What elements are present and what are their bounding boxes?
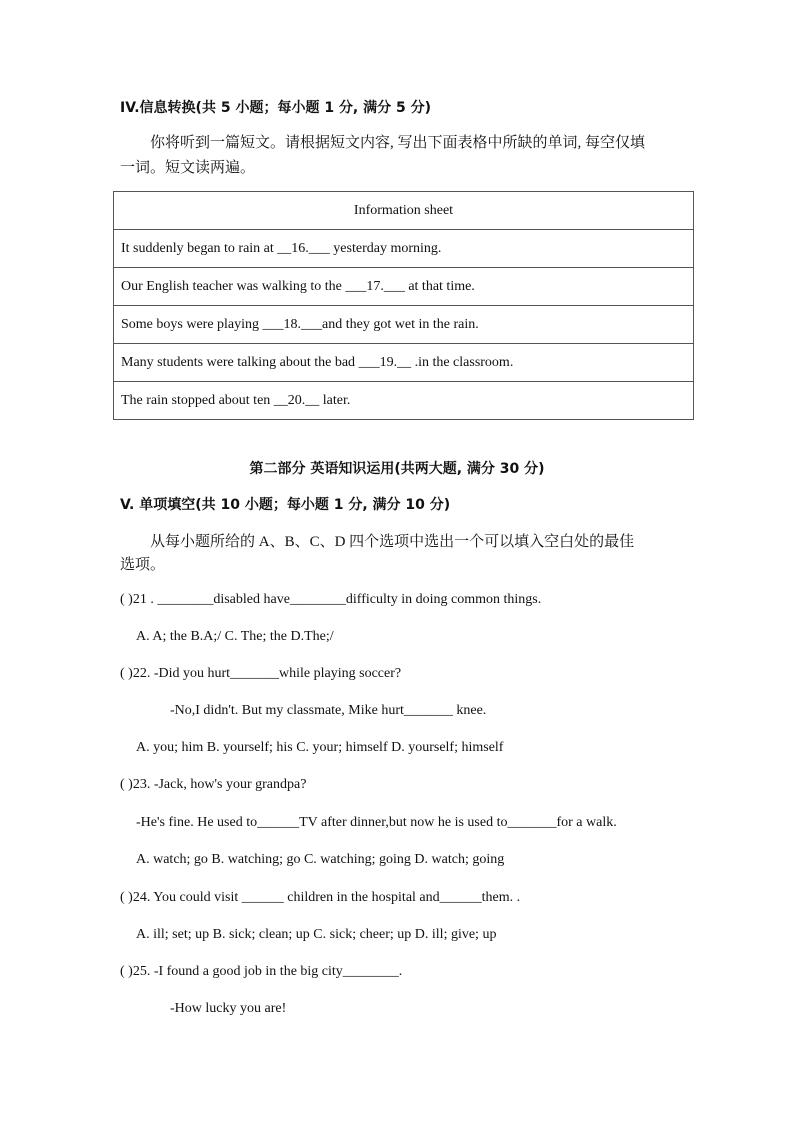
question-24-stem: ( )24. You could visit ______ children in the hospital and______them. .	[120, 890, 521, 905]
answer-blank-18[interactable]: ___18.___	[262, 316, 323, 332]
table-row	[114, 382, 694, 420]
question-24-options: A. ill; set; up B. sick; clean; up C. sick; cheer; up D. ill; give; up	[136, 927, 497, 942]
table-row	[114, 344, 694, 382]
table-row	[114, 306, 694, 344]
table-header-row	[114, 192, 694, 230]
question-22-options: A. you; him B. yourself; his C. your; himself D. yourself; himself	[136, 740, 504, 755]
row-text: yesterday morning.	[329, 240, 442, 256]
table-header: Information sheet	[114, 192, 694, 230]
question-23-reply: -He's fine. He used to______TV after dinner,but now he is used to_______for a walk.	[136, 815, 617, 830]
answer-blank-20[interactable]: __20.__	[273, 392, 320, 408]
row-text: It suddenly began to rain at	[121, 240, 278, 256]
question-23-stem: ( )23. -Jack, how's your grandpa?	[120, 777, 307, 792]
row-text: at that time.	[404, 278, 475, 294]
row-text: .in the classroom.	[411, 354, 514, 370]
question-25-reply: -How lucky you are!	[170, 1001, 287, 1016]
row-text: Our English teacher was walking to the	[121, 278, 346, 294]
row-text: The rain stopped about ten	[121, 392, 274, 408]
section-4-instruction-line2: 一词。短文读两遍。	[120, 160, 256, 176]
part-2-title: 第二部分 英语知识运用(共两大题, 满分 30 分)	[249, 461, 545, 477]
question-25-stem: ( )25. -I found a good job in the big city________.	[120, 964, 403, 979]
section-5-instruction-line2: 选项。	[120, 557, 166, 573]
information-sheet-table	[113, 191, 694, 420]
row-text: later.	[319, 392, 351, 408]
question-23-options: A. watch; go B. watching; go C. watching; going D. watch; going	[136, 852, 505, 867]
question-21-options: A. A; the B.A;/ C. The; the D.The;/	[136, 629, 334, 644]
question-22-reply: -No,I didn't. But my classmate, Mike hurt_______ knee.	[170, 703, 487, 718]
section-5-instruction-line1: 从每小题所给的 A、B、C、D 四个选项中选出一个可以填入空白处的最佳	[150, 534, 635, 550]
section-4-title: IV.信息转换(共 5 小题；每小题 1 分, 满分 5 分)	[120, 100, 432, 116]
answer-blank-19[interactable]: ___19.__	[358, 354, 412, 370]
table-row	[114, 230, 694, 268]
table-row	[114, 268, 694, 306]
section-5-title: V. 单项填空(共 10 小题；每小题 1 分, 满分 10 分)	[120, 497, 451, 513]
row-text: Many students were talking about the bad	[121, 354, 359, 370]
answer-blank-17[interactable]: ___17.___	[345, 278, 405, 294]
row-text: and they got wet in the rain.	[322, 316, 479, 332]
row-text: Some boys were playing	[121, 316, 263, 332]
answer-blank-16[interactable]: __16.___	[277, 240, 330, 256]
question-22-stem: ( )22. -Did you hurt_______while playing soccer?	[120, 666, 402, 681]
section-4-instruction-line1: 你将听到一篇短文。请根据短文内容, 写出下面表格中所缺的单词, 每空仅填	[150, 135, 646, 151]
question-21-stem: ( )21 . ________disabled have________difficulty in doing common things.	[120, 592, 542, 607]
